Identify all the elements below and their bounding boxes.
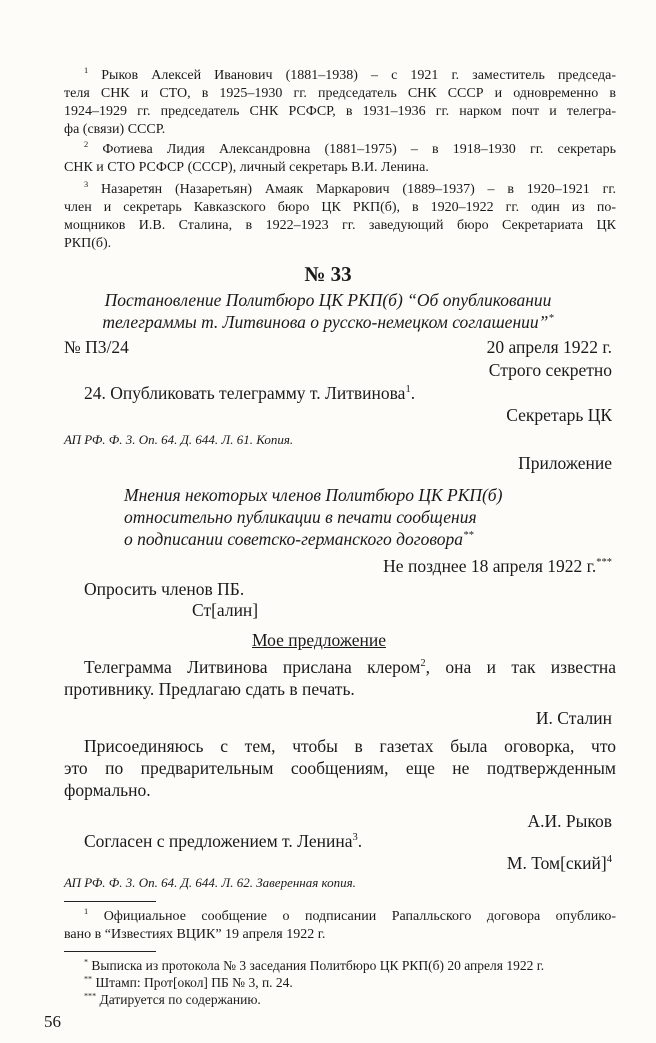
star-note: *** Датируется по содержанию. <box>84 991 261 1007</box>
footnote-line: $^2$ Фотиева Лидия Александровна (1881–1975) – в 1918–1930 гг. секретарь <box>84 140 617 157</box>
footnote-line: теля СНК и СТО, в 1925–1930 гг. председатель СНК СССР и одновременно в <box>64 86 616 101</box>
footnote-line: член и секретарь Кавказского бюро ЦК РКП(б), в 1920–1922 гг. один из по- <box>64 200 616 215</box>
poll-note: Опросить членов ПБ. <box>84 579 245 599</box>
appendix-title-line: о подписании советско-германского договора** <box>124 529 474 549</box>
appendix-date: Не позднее 18 апреля 1922 г.*** <box>383 556 612 576</box>
archive-source: АП РФ. Ф. 3. Оп. 64. Д. 644. Л. 62. Заверенная копия. <box>64 875 356 890</box>
footnote-line: фа (связи) СССР. <box>64 122 166 137</box>
footnote-line: СНК и СТО РСФСР (СССР), личный секретарь В.И. Ленина. <box>64 160 429 175</box>
footnote-rule <box>64 901 156 902</box>
poll-signature: Ст[алин] <box>192 600 259 620</box>
protocol-number: № П3/24 <box>64 337 129 357</box>
appendix-label: Приложение <box>518 453 612 473</box>
star-note: * Выписка из протокола № 3 заседания Политбюро ЦК РКП(б) 20 апреля 1922 г. <box>84 957 545 973</box>
footnote-line: $^1$ Рыков Алексей Иванович (1881–1938) – с 1921 г. заместитель председа- <box>84 66 616 83</box>
stalin-opinion-line: Телеграмма Литвинова прислана клером$^2$, она и так известна <box>84 657 616 677</box>
rykov-opinion-line: Присоединяюсь с тем, чтобы в газетах была оговорка, что <box>84 736 616 756</box>
appendix-title-line: относительно публикации в печати сообщения <box>124 507 477 527</box>
footnote-line: 1924–1929 гг. председатель СНК РСФСР, в 1931–1936 гг. нарком почт и телегра- <box>64 104 616 119</box>
archive-source: АП РФ. Ф. 3. Оп. 64. Д. 644. Л. 61. Копия. <box>64 432 294 447</box>
tomsky-opinion: Согласен с предложением т. Ленина$^3$. <box>84 831 363 851</box>
resolution-item: 24. Опубликовать телеграмму т. Литвинова$^1$. <box>84 383 416 403</box>
star-note: ** Штамп: Прот[окол] ПБ № 3, п. 24. <box>84 974 293 990</box>
stalin-signature: И. Сталин <box>535 708 612 728</box>
rykov-opinion-line: это по предварительным сообщениям, еще не подтвержденным <box>64 758 616 778</box>
rykov-opinion-line: формально. <box>64 780 151 800</box>
page-number: 56 <box>44 1012 61 1031</box>
footnote-rule <box>64 951 156 952</box>
appendix-title-line: Мнения некоторых членов Политбюро ЦК РКП(б) <box>124 485 503 505</box>
document-title-line: Постановление Политбюро ЦК РКП(б) “Об опубликовании <box>104 290 552 310</box>
proposal-heading: Мое предложение <box>252 630 386 650</box>
secrecy-stamp: Строго секретно <box>488 360 612 380</box>
stalin-opinion-line: противнику. Предлагаю сдать в печать. <box>64 679 355 699</box>
footnote-line: мощников И.В. Сталина, в 1922–1923 гг. заведующий бюро Секретариата ЦК <box>64 218 616 233</box>
rykov-signature: А.И. Рыков <box>527 811 612 831</box>
signature: Секретарь ЦК <box>506 405 612 425</box>
tomsky-signature: М. Том[ский]$^4$ <box>506 853 612 873</box>
page-footnote-line: вано в “Известиях ВЦИК” 19 апреля 1922 г. <box>64 927 326 942</box>
footnote-line: $^3$ Назаретян (Назаретьян) Амаяк Маркарович (1889–1937) – в 1920–1921 гг. <box>84 180 617 197</box>
document-number: № 33 <box>304 262 352 286</box>
page-footnote-line: $^1$ Официальное сообщение о подписании Рапалльского договора опублико- <box>84 907 616 924</box>
footnote-line: РКП(б). <box>64 236 112 251</box>
document-date: 20 апреля 1922 г. <box>486 337 612 357</box>
document-title-line: телеграммы т. Литвинова о русско-немецком соглашении”* <box>102 312 554 332</box>
